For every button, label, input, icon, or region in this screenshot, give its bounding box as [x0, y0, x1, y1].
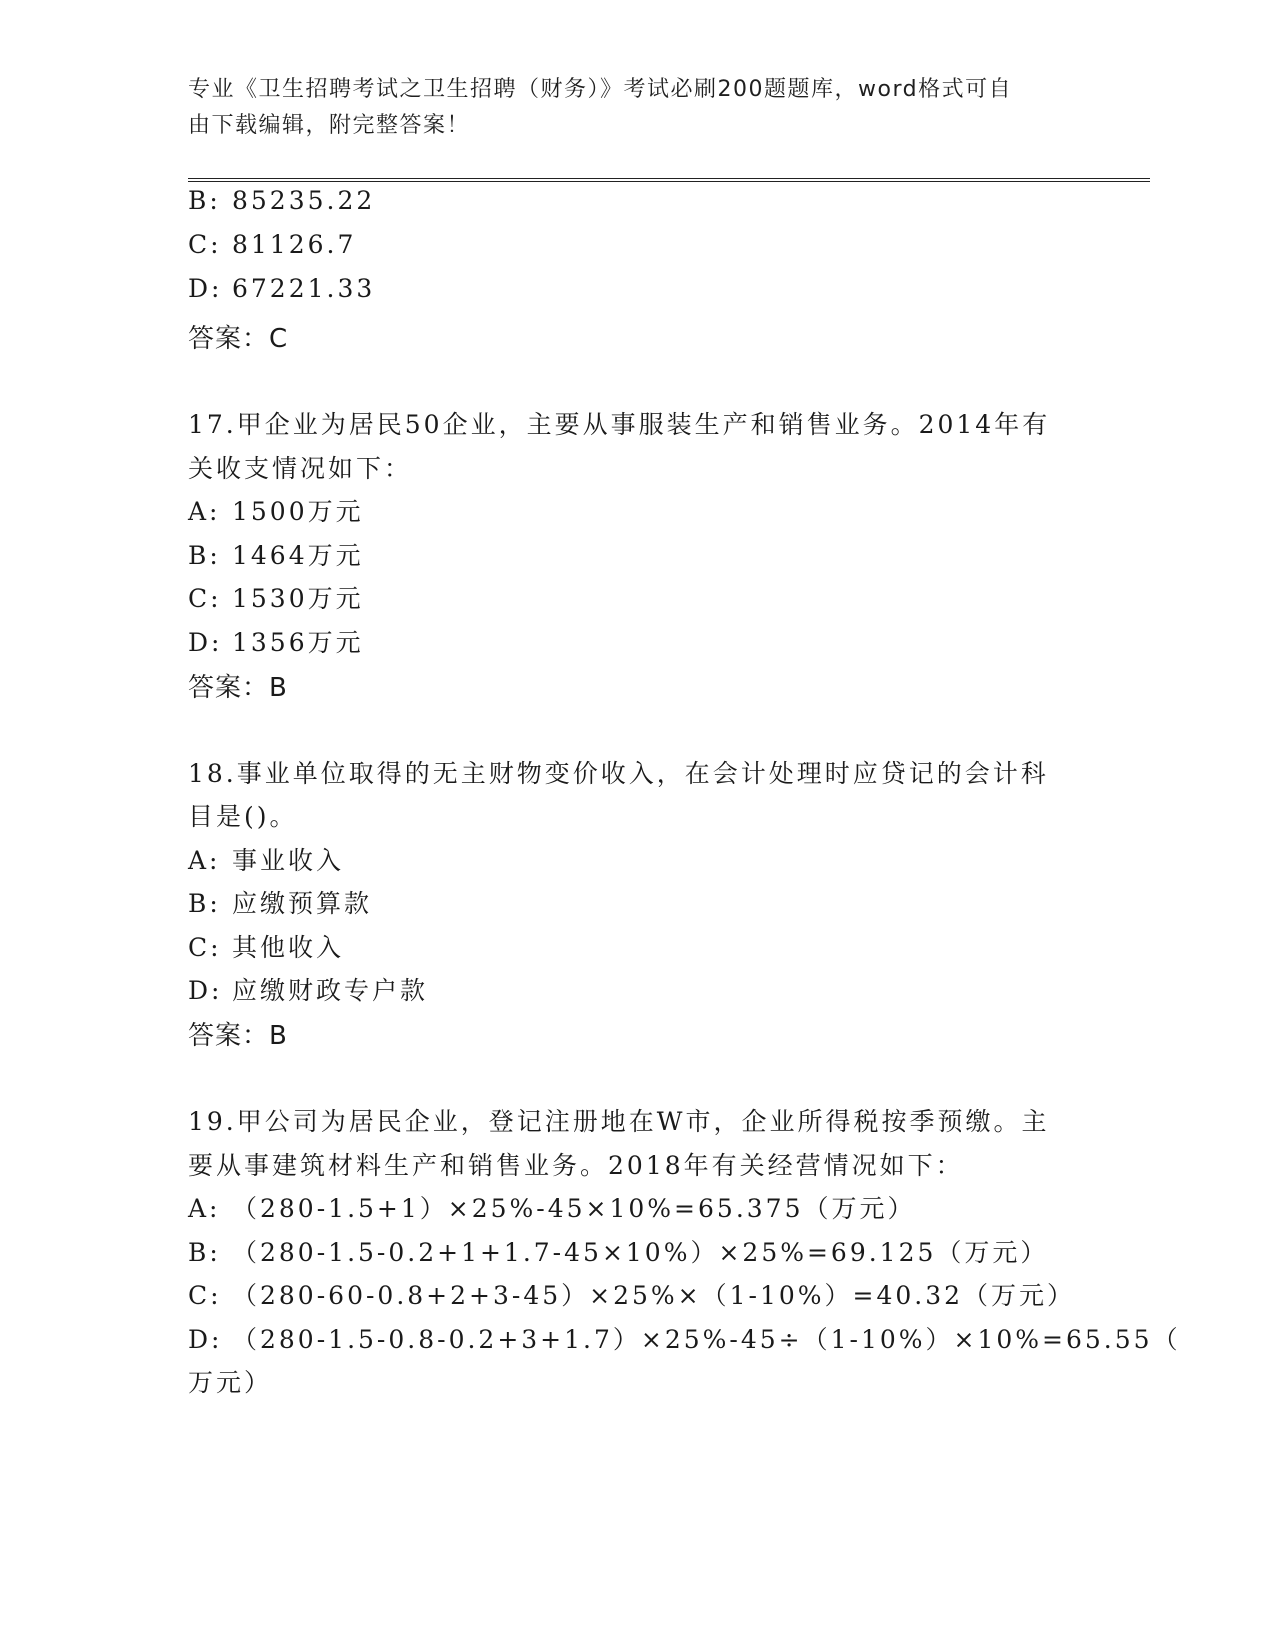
header-line-2: 由下载编辑，附完整答案！ [188, 113, 471, 138]
q16-option-d: D: 67221.33 [188, 274, 376, 303]
q18-option-a: A: 事业收入 [188, 846, 345, 875]
q19-option-d: D: （280-1.5-0.8-0.2+3+1.7）×25%-45÷（1-10%）×10%=65.55（ [188, 1325, 1181, 1354]
q17-stem-line-1: 17.甲企业为居民50企业，主要从事服装生产和销售业务。2014年有 [188, 410, 1051, 439]
q18-stem-line-1: 18.事业单位取得的无主财物变价收入，在会计处理时应贷记的会计科 [188, 759, 1049, 788]
page-header [188, 72, 1068, 144]
header-divider [188, 178, 1150, 182]
q19-stem-line-2: 要从事建筑材料生产和销售业务。2018年有关经营情况如下： [188, 1151, 964, 1180]
q19-option-b: B: （280-1.5-0.2+1+1.7-45×10%）×25%=69.125（万元） [188, 1238, 1049, 1267]
q19-option-d-continuation: 万元） [188, 1368, 273, 1397]
q18-option-c: C: 其他收入 [188, 933, 345, 962]
q17-option-a: A: 1500万元 [188, 497, 364, 526]
q18-option-d: D: 应缴财政专户款 [188, 976, 429, 1005]
header-line-1: 专业《卫生招聘考试之卫生招聘（财务）》考试必刷200题题库，word格式可自 [188, 77, 1013, 102]
q18-stem-line-2: 目是()。 [188, 802, 298, 831]
q19-stem-line-1: 19.甲公司为居民企业，登记注册地在W市，企业所得税按季预缴。主 [188, 1107, 1050, 1136]
q16-option-c: C: 81126.7 [188, 230, 357, 259]
q17-stem-line-2: 关收支情况如下： [188, 454, 413, 483]
q17-option-b: B: 1464万元 [188, 541, 364, 570]
q18-answer: 答案：B [188, 1021, 288, 1051]
q19-option-c: C: （280-60-0.8+2+3-45）×25%×（1-10%）=40.32（万元） [188, 1281, 1076, 1310]
q17-answer: 答案：B [188, 673, 288, 703]
q16-option-b: B: 85235.22 [188, 186, 376, 215]
q17-option-d: D: 1356万元 [188, 628, 364, 657]
q19-option-a: A: （280-1.5+1）×25%-45×10%=65.375（万元） [188, 1194, 916, 1223]
q17-option-c: C: 1530万元 [188, 584, 364, 613]
q18-option-b: B: 应缴预算款 [188, 889, 373, 918]
q16-answer: 答案：C [188, 324, 289, 354]
